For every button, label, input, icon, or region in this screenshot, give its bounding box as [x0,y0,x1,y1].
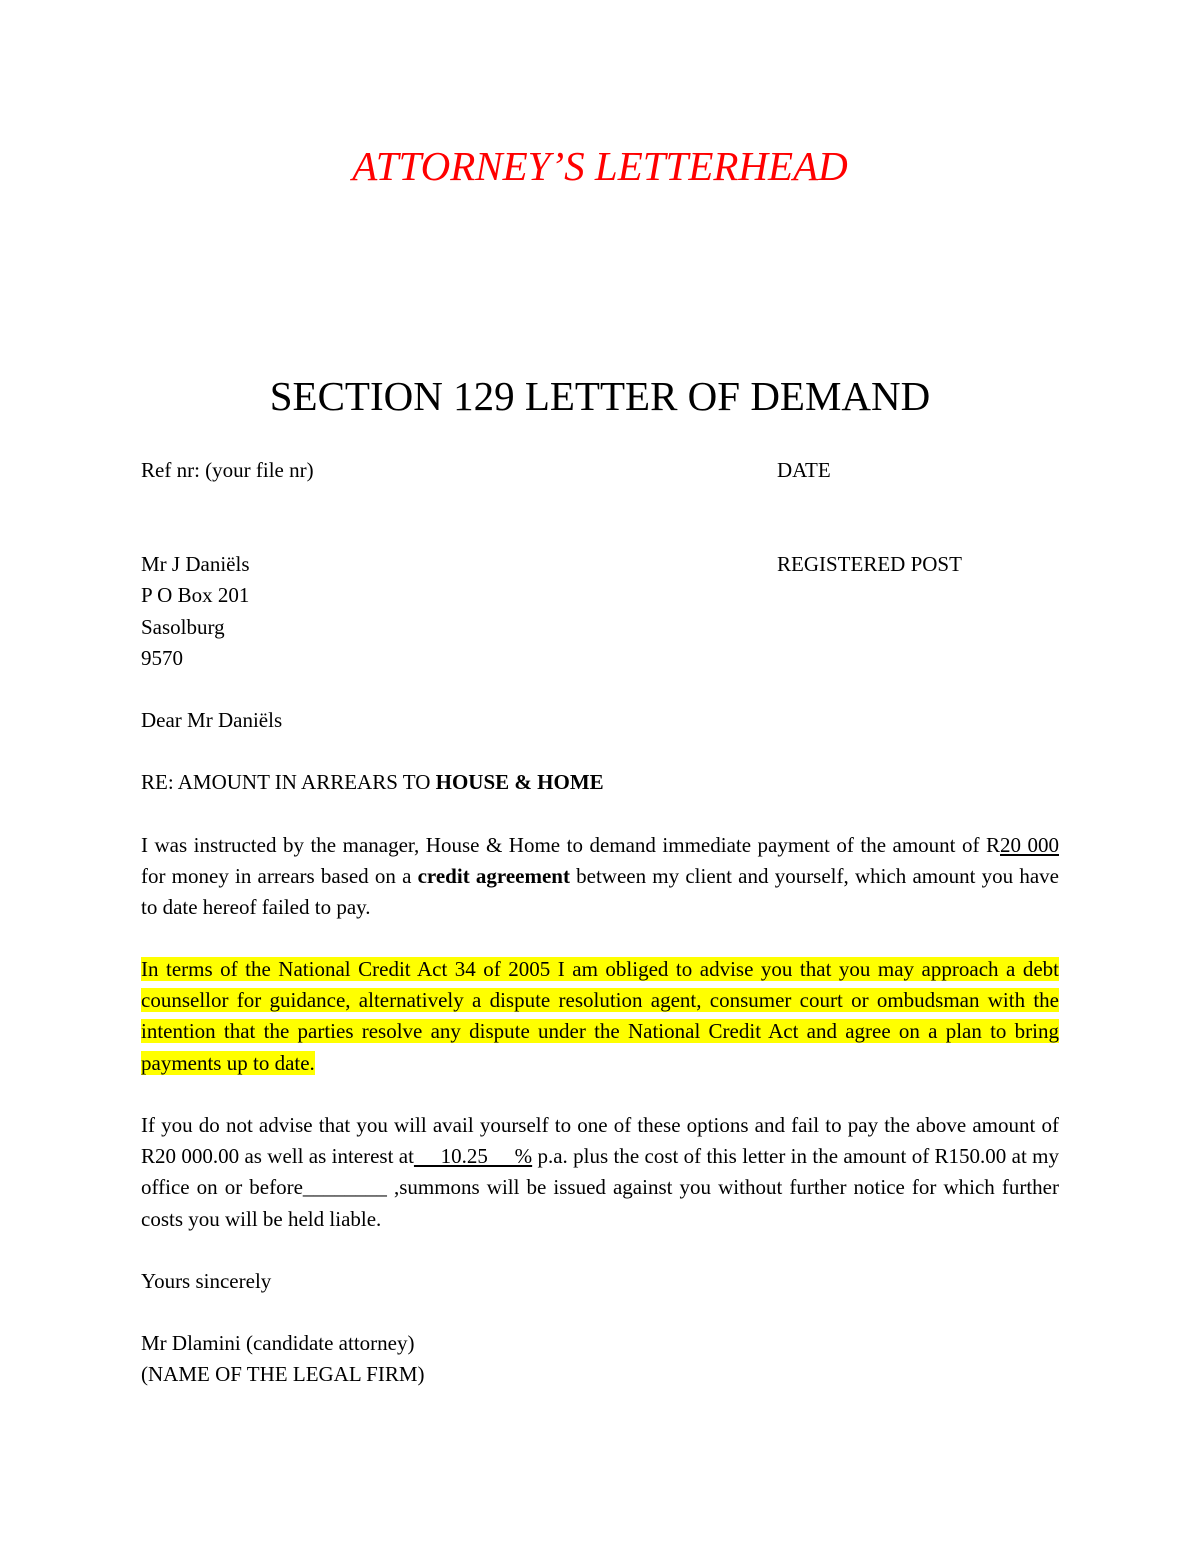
demand-paragraph [141,830,1059,924]
letter-title: SECTION 129 LETTER OF DEMAND [269,373,931,419]
demand-text-1: I was instructed by the manager, House & Home to demand immediate payment of the amount of R [141,833,1000,857]
recipient-town: Sasolburg [141,615,225,639]
subject-prefix: RE: AMOUNT IN ARREARS TO [141,770,436,794]
credit-agreement-term: credit agreement [417,864,570,889]
recipient-po-box: P O Box 201 [141,583,250,607]
date-label: DATE [777,458,831,482]
credit-act-paragraph [141,954,1059,1079]
legal-firm-name: (NAME OF THE LEGAL FIRM) [141,1362,425,1386]
salutation: Dear Mr Daniëls [141,708,283,732]
registered-post-label: REGISTERED POST [777,552,962,576]
demand-amount: 20 000 [1000,833,1059,857]
summons-text-1: If you do not advise that you will avail yourself to one of these options and fail to pay the above amount of R20 000.00 as well as interest at [141,1113,1059,1169]
subject-client: HOUSE & HOME [435,770,604,794]
subject-line [141,767,604,798]
reference-number: Ref nr: (your file nr) [141,458,314,482]
interest-rate: 10.25 % [413,1144,533,1169]
demand-text-2: for money in arrears based on a [141,864,418,889]
recipient-name: Mr J Daniëls [141,552,250,576]
summons-text-2: p.a. plus the cost of this letter in the amount of R150.00 at my office on or before________ ,summons will be issued against you without further notice for which further costs you will be held liable. [141,1144,1059,1231]
credit-act-highlighted-text: In terms of the National Credit Act 34 of 2005 I am obliged to advise you that you may approach a debt counsellor for guidance, alternatively a dispute resolution agent, consumer court or ombudsman with the intention that the parties resolve any dispute under the National Credit Act and agree on a plan to bring payments up to date. [141,957,1059,1075]
demand-text-3: between my client and yourself, which amount you have to date hereof failed to pay. [141,864,1059,920]
signatory: Mr Dlamini (candidate attorney) [141,1331,415,1355]
summons-paragraph [141,1110,1059,1235]
closing: Yours sincerely [141,1269,272,1293]
recipient-postal-code: 9570 [141,646,183,670]
letterhead: ATTORNEY’S LETTERHEAD [352,143,848,189]
